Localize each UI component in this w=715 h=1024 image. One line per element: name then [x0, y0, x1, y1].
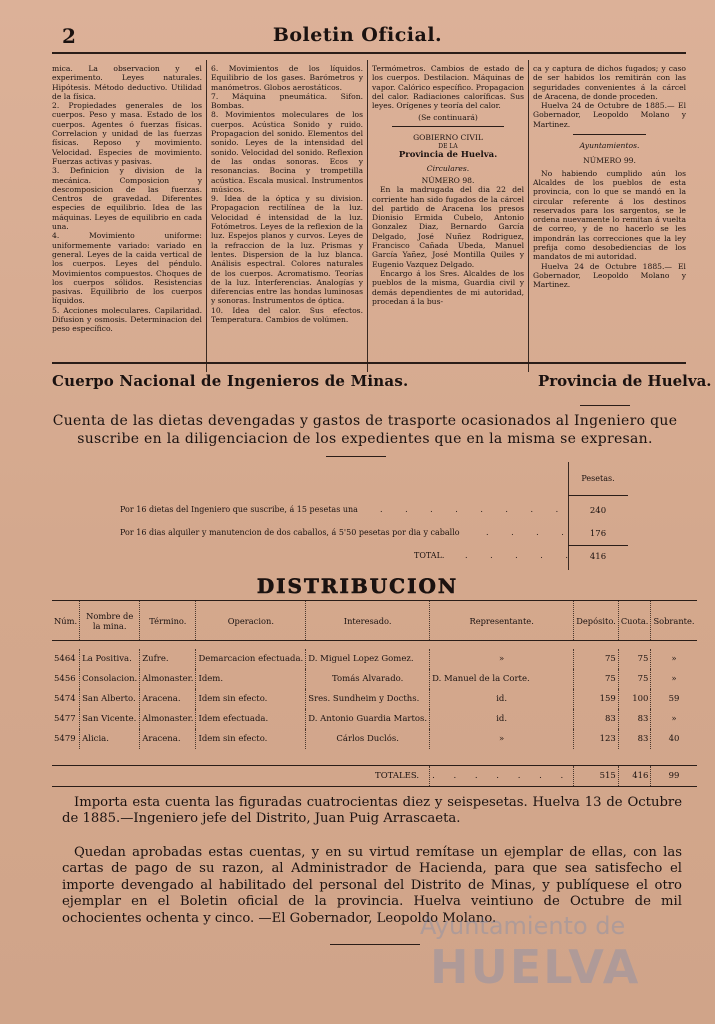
- col1-p1: mica. La observacion y el experimento. Leyes naturales. Hipótesis. Método deductivo. Utilidad de la física.: [52, 64, 202, 101]
- cell-representante: id.: [430, 709, 574, 729]
- cell-interesado: Cárlos Duclós.: [306, 729, 430, 749]
- col2-p5: 10. Idea del calor. Sus efectos. Temperatura. Cambios de volúmen.: [211, 305, 363, 325]
- col4-date1: Huelva 24 de Octubre de 1885.— El Gobernador, Leopoldo Molano y Martinez.: [533, 101, 686, 129]
- ornament-rule: [580, 405, 630, 406]
- table-row: [52, 641, 697, 650]
- th-sobrante: Sobrante.: [651, 601, 697, 641]
- col2-p1: 6. Movimientos de los líquidos. Equilibrio de los gases. Barómetros y manómetros. Globos aerostáticos.: [211, 64, 363, 92]
- th-interesado: Interesado.: [306, 601, 430, 641]
- cell-termino: Aracena.: [140, 689, 196, 709]
- col1-p5: 5. Acciones moleculares. Capilaridad. Difusion y osmosis. Determinacion del peso específico.: [52, 305, 202, 334]
- expense-total-value: 416: [589, 552, 607, 562]
- table-row: [52, 749, 697, 766]
- cell-interesado: Sres. Sundheim y Docths.: [306, 689, 430, 709]
- total-cuota: 416: [618, 766, 651, 787]
- th-deposito: Depósito.: [574, 601, 619, 641]
- cell-deposito: 123: [574, 729, 619, 749]
- total-deposito: 515: [574, 766, 619, 787]
- cell-termino: Almonaster.: [140, 709, 196, 729]
- cell-nombre: San Vicente.: [80, 709, 140, 729]
- totals-label: TOTALES.: [52, 766, 430, 787]
- cell-termino: Zufre.: [140, 649, 196, 669]
- col1-p3: 3. Definicion y division de la mecánica. Composicion y descomposicion de las fuerzas. Centros de gravedad. Diferentes especies de equilibrio. Idea de las máquinas. Leyes de equilibrio en cada una.: [52, 166, 202, 232]
- cell-deposito: 75: [574, 669, 619, 689]
- cell-operacion: Idem efectuada.: [196, 709, 306, 729]
- expense-value-2: 176: [589, 529, 607, 539]
- circulares-heading: Circulares.: [426, 163, 470, 173]
- cell-num: 5456: [54, 674, 76, 684]
- watermark-line2: HUELVA: [430, 940, 641, 994]
- page-title: Boletin Oficial.: [272, 24, 443, 46]
- col1-p2: 2. Propiedades generales de los cuerpos. Peso y masa. Estado de los cuerpos. Agentes ó fuerzas físicas. Correlacion y unidad de las fuerzas físicas. Reposo y movimiento. Velocidad. Especies de movimiento. Fuerzas activas y pasivas.: [52, 101, 202, 166]
- table-row: [52, 689, 697, 709]
- de-la: DE LA: [438, 143, 458, 151]
- column-2: [211, 64, 363, 324]
- provincia-heading: Provincia de Huelva.: [398, 150, 498, 161]
- col1-p4: 4. Movimiento uniforme: uniformemente variado: variado en general. Leyes de la caida vertical de los cuerpos. Leyes del péndulo. Movimientos compuestos. Choques de los cuerpos sólidos. Resistencias pasivas. Equilibrio de los cuerpos líquidos.: [52, 231, 202, 306]
- distribucion-table: [52, 600, 697, 787]
- cell-sobrante: 59: [651, 689, 697, 709]
- page-number: 2: [62, 24, 76, 48]
- col4-body: No habiendo cumplido aún los Alcaldes de los pueblos de esta provincia, con lo que se mandó en la circular referente á los destinos reservados para los sargentos, se le ordena nuevamente lo remitan á vuelta de correo, y de no hacerlo se les impondrán las correcciones que la ley prefija como desobediencias de los mandatos de mi autoridad.: [533, 168, 686, 262]
- cell-representante: »: [430, 649, 574, 669]
- cell-cuota: 100: [618, 689, 651, 709]
- col3-body2: Encargo á los Sres. Alcaldes de los pueblos de la misma, Guardia civil y demás dependientes de mi autoridad, procedan á la bus-: [372, 268, 524, 306]
- numero-98: NÚMERO 98.: [421, 175, 475, 185]
- table-totals-row: [52, 766, 697, 787]
- cell-num: 5464: [54, 654, 76, 664]
- expense-value-1: 240: [589, 506, 607, 516]
- numero-99: NÚMERO 99.: [583, 156, 636, 166]
- pesetas-rule: [568, 495, 628, 496]
- cell-cuota: 75: [618, 649, 651, 669]
- table-row: [52, 729, 697, 749]
- cell-cuota: 75: [618, 669, 651, 689]
- expense-line-2: Por 16 dias alquiler y manutencion de dos caballos, á 5'50 pesetas por dia y caballo: [120, 528, 460, 537]
- col2-p3: 8. Movimientos moleculares de los cuerpos. Acústica Sonido y ruido. Propagacion del sonido. Elementos del sonido. Leyes de la intensidad del sonido. Velocidad del sonido. Reflexion de las ondas sonoras. Ecos y resonancias. Bocina y trompetilla acústica. Escala musical. Instrumentos músicos.: [211, 110, 363, 194]
- cell-deposito: 75: [574, 649, 619, 669]
- section-heading-right: Provincia de Huelva.: [538, 372, 712, 390]
- importa-paragraph: [62, 795, 682, 828]
- table-header-row: [52, 601, 697, 641]
- expense-line-1: Por 16 dietas del Ingeniero que suscribe, á 15 pesetas una: [120, 505, 358, 514]
- cell-representante: »: [430, 729, 574, 749]
- th-nombre: Nombre de la mina.: [80, 601, 140, 641]
- column-divider: [528, 60, 529, 372]
- col2-p2: 7. Máquina pneumática. Sifon. Bombas.: [211, 91, 363, 111]
- cell-nombre: La Positiva.: [80, 649, 140, 669]
- cell-num: 5474: [54, 694, 76, 704]
- section-rule: [52, 362, 686, 364]
- cell-representante: D. Manuel de la Corte.: [430, 669, 574, 689]
- distribucion-heading: DISTRIBUCION: [256, 574, 459, 598]
- cuenta-heading: Cuenta de las dietas devengadas y gastos de trasporte ocasionados al Ingeniero que suscribe en la diligenciacion de los expedientes que en la misma se expresan.: [52, 413, 678, 447]
- cell-termino: Almonaster.: [140, 669, 196, 689]
- totals-dots: . . . . . . .: [430, 766, 574, 787]
- col4-top: ca y captura de dichos fugados; y caso de ser habidos los remitirán con las seguridades convenientes á la cárcel de Aracena, de donde proceden.: [533, 64, 686, 101]
- cell-interesado: D. Antonio Guardia Martos.: [306, 709, 430, 729]
- column-1: [52, 64, 202, 334]
- ornament-rule: [326, 456, 386, 457]
- th-operacion: Operacion.: [196, 601, 306, 641]
- cell-interesado: Tomás Alvarado.: [306, 669, 430, 689]
- expense-dots: . . . . .: [465, 551, 578, 560]
- col3-body: En la madrugada del dia 22 del corriente han sido fugados de la cárcel del partido de Aracena los presos Dionisio Ermida Cubelo, Antonio Gonzalez Diaz, Bernardo García Delgado, José Nuñez Rodriguez, Francisco Cañada Ubeda, Manuel García Yañez, José Montilla Quiles y Eugenio Vazquez Delgado.: [372, 185, 524, 269]
- th-cuota: Cuota.: [618, 601, 651, 641]
- total-rule: [568, 545, 628, 546]
- column-3: [372, 64, 524, 306]
- column-4: [533, 64, 686, 290]
- cell-sobrante: 40: [651, 729, 697, 749]
- cell-operacion: Idem.: [196, 669, 306, 689]
- pesetas-header: Pesetas.: [581, 474, 615, 483]
- cell-representante: id.: [430, 689, 574, 709]
- th-termino: Término.: [140, 601, 196, 641]
- separator: [573, 134, 646, 135]
- expense-dots: . . . .: [486, 528, 574, 537]
- expense-dots: . . . . . . . .: [380, 505, 569, 514]
- importa-text: Importa esta cuenta las figuradas cuatrocientas diez y seispesetas. Huelva 13 de Octubre de 1885.—Ingeniero jefe del Distrito, Juan Puig Arrascaeta.: [62, 795, 682, 827]
- continuara: (Se continuará): [418, 113, 478, 123]
- table-row: [52, 649, 697, 669]
- section-heading-left: Cuerpo Nacional de Ingenieros de Minas.: [52, 372, 409, 390]
- header-rule: [52, 52, 686, 54]
- cell-sobrante: »: [651, 649, 697, 669]
- th-num: Núm.: [52, 601, 80, 641]
- cell-termino: Aracena.: [140, 729, 196, 749]
- cell-deposito: 159: [574, 689, 619, 709]
- ayuntamientos-heading: Ayuntamientos.: [579, 141, 640, 151]
- column-divider: [367, 60, 368, 372]
- separator: [392, 126, 504, 127]
- cell-interesado: D. Miguel Lopez Gomez.: [306, 649, 430, 669]
- watermark-line1: Ayuntamiento de: [420, 912, 626, 940]
- cell-operacion: Demarcacion efectuada.: [196, 649, 306, 669]
- cell-operacion: Idem sin efecto.: [196, 689, 306, 709]
- cell-operacion: Idem sin efecto.: [196, 729, 306, 749]
- table-row: [52, 669, 697, 689]
- cell-cuota: 83: [618, 729, 651, 749]
- th-representante: Representante.: [430, 601, 574, 641]
- cell-num: 5479: [54, 734, 76, 744]
- cell-sobrante: »: [651, 709, 697, 729]
- col4-date2: Huelva 24 de Octubre 1885.— El Gobernador, Leopoldo Molano y Martinez.: [533, 261, 686, 290]
- cell-nombre: San Alberto.: [80, 689, 140, 709]
- col3-top: Termómetros. Cambios de estado de los cuerpos. Destilacion. Máquinas de vapor. Calórico específico. Propagacion del calor. Radiaciones caloríficas. Sus leyes. Orígenes y teoría del calor.: [372, 64, 524, 111]
- cell-sobrante: »: [651, 669, 697, 689]
- cell-nombre: Alicia.: [80, 729, 140, 749]
- end-rule: [330, 944, 420, 945]
- cell-cuota: 83: [618, 709, 651, 729]
- column-divider: [206, 60, 207, 372]
- cell-num: 5477: [54, 714, 76, 724]
- cell-nombre: Consolacion.: [80, 669, 140, 689]
- quedan-text: Quedan aprobadas estas cuentas, y en su virtud remítase un ejemplar de ellas, con las cartas de pago de su razon, al Administrador de Hacienda, para que sea satisfecho el importe devengado al habilitado del personal del Distrito de Minas, y publíquese el otro ejemplar en el Boletin oficial de la provincia. Huelva veintiuno de Octubre de mil ochocientes ochenta y cinco. —El Gobernador, Leopoldo Molano.: [62, 845, 682, 926]
- col2-p4: 9. Idea de la óptica y su division. Propagacion rectilínea de la luz. Velocidad é intensidad de la luz. Fotómetros. Leyes de la reflexion de la luz. Espejos planos y curvos. Leyes de la refraccion de la luz. Prismas y lentes. Dispersion de la luz blanca. Análisis espectral. Colores naturales de los cuerpos. Acromatismo. Teorías de la luz. Interferencias. Analogías y diferencias entre las hondas luminosas y sonoras. Instrumentos de óptica.: [211, 194, 363, 306]
- total-sobrante: 99: [651, 766, 697, 787]
- expense-total-label: TOTAL.: [414, 551, 445, 560]
- table-row: [52, 709, 697, 729]
- gobierno-civil: GOBIERNO CIVIL: [413, 132, 483, 142]
- cell-deposito: 83: [574, 709, 619, 729]
